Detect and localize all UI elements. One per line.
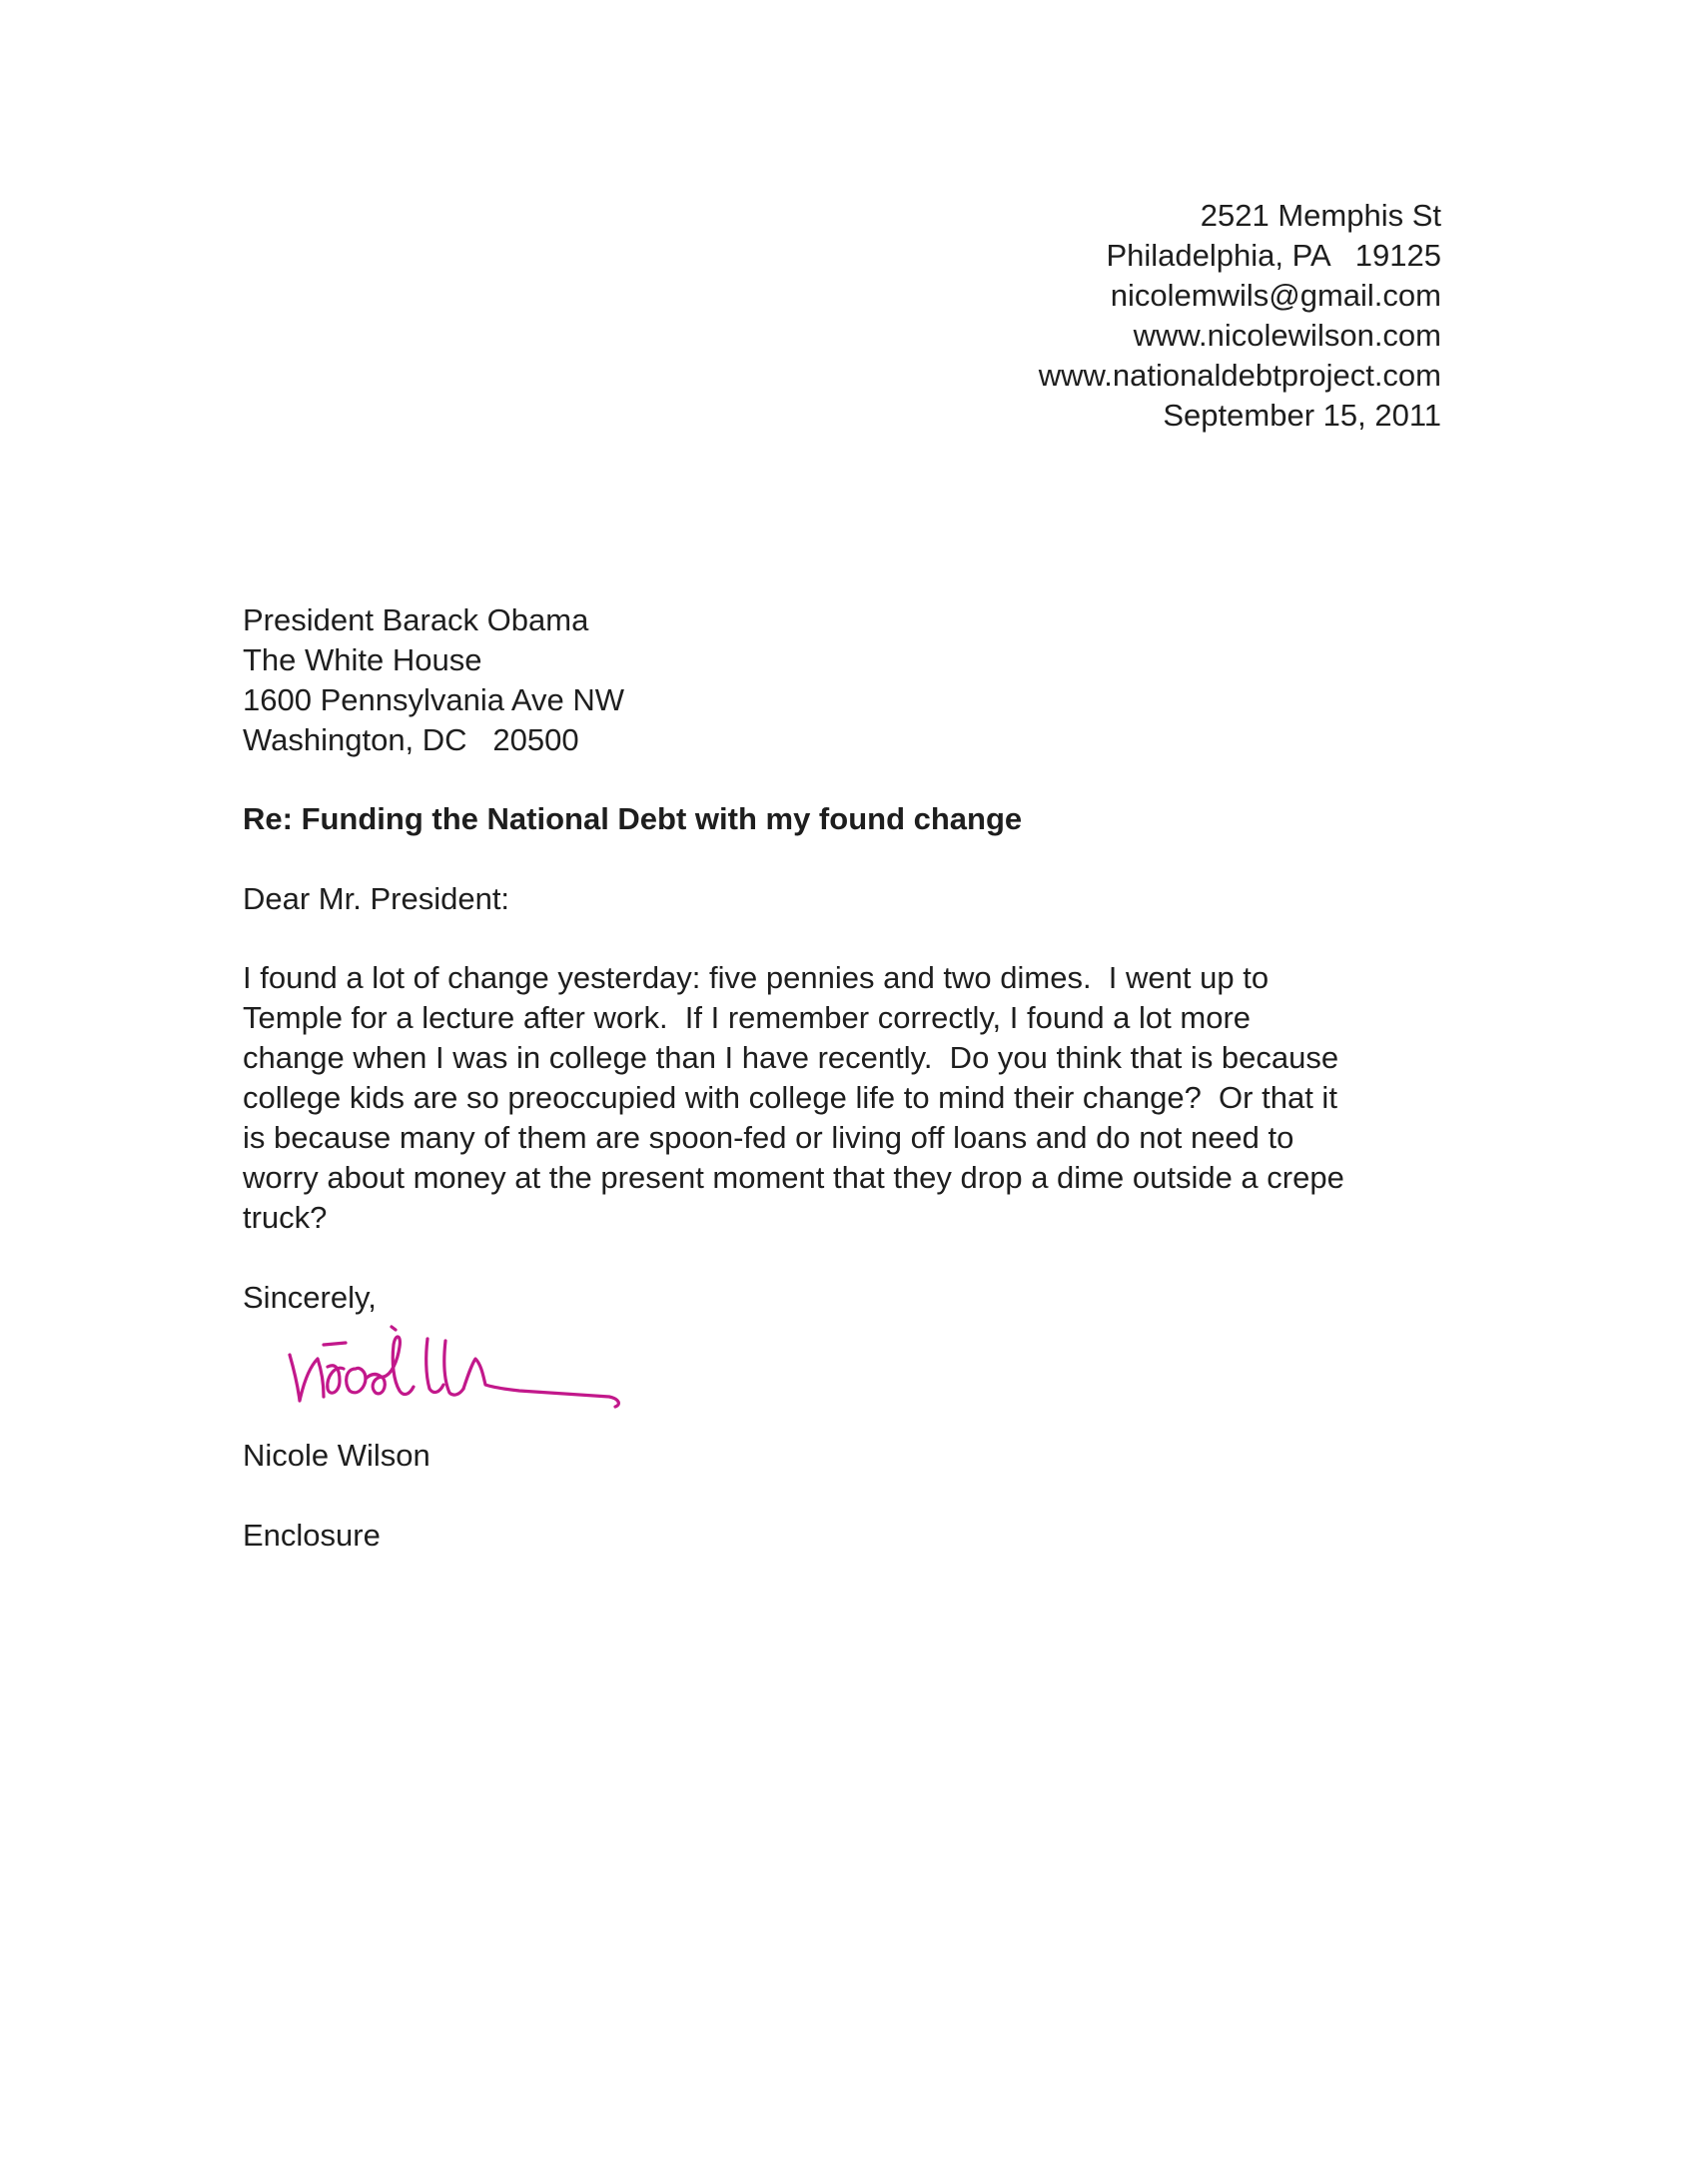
enclosure-notation: Enclosure [243, 1518, 381, 1553]
salutation: Dear Mr. President: [243, 881, 510, 916]
body-line: I found a lot of change yesterday: five pennies and two dimes. I went up to [243, 960, 1270, 995]
letter-body [243, 958, 1456, 1238]
recipient-name: President Barack Obama [243, 602, 589, 637]
body-line: Temple for a lecture after work. If I remember correctly, I found a lot more [243, 1000, 1252, 1035]
handwritten-signature [280, 1321, 739, 1421]
sender-address-block [1039, 196, 1441, 436]
subject-line: Re: Funding the National Debt with my found change [243, 801, 1023, 836]
recipient-street: 1600 Pennsylvania Ave NW [243, 682, 624, 717]
body-line: college kids are so preoccupied with college life to mind their change? Or that it [243, 1080, 1337, 1115]
sender-project-website: www.nationaldebtproject.com [1038, 358, 1441, 393]
sender-website: www.nicolewilson.com [1133, 318, 1441, 353]
sender-street: 2521 Memphis St [1200, 198, 1441, 233]
body-line: worry about money at the present moment that they drop a dime outside a crepe [243, 1160, 1344, 1195]
recipient-address-block [243, 600, 624, 760]
letter-date: September 15, 2011 [1163, 398, 1441, 433]
sender-city-state-zip: Philadelphia, PA 19125 [1106, 238, 1441, 273]
closing: Sincerely, [243, 1280, 377, 1315]
recipient-city-state-zip: Washington, DC 20500 [243, 722, 579, 757]
sender-email: nicolemwils@gmail.com [1110, 278, 1441, 313]
signer-name: Nicole Wilson [243, 1438, 430, 1473]
body-line: truck? [243, 1200, 328, 1235]
body-line: change when I was in college than I have recently. Do you think that is because [243, 1040, 1339, 1075]
recipient-organization: The White House [243, 642, 482, 677]
body-line: is because many of them are spoon-fed or living off loans and do not need to [243, 1120, 1294, 1155]
